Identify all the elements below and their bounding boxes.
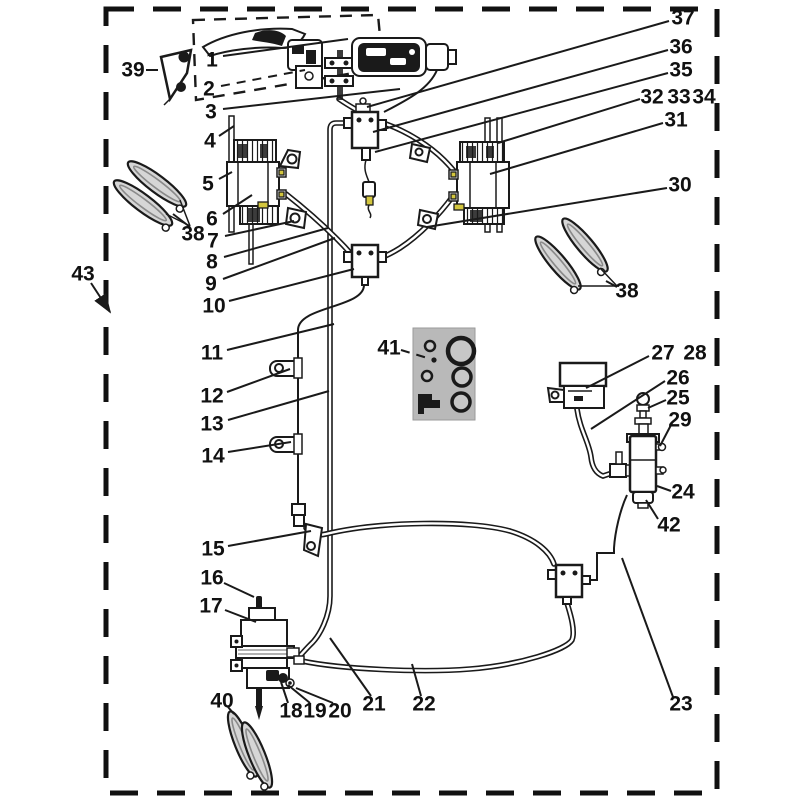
perch-detail-2	[306, 50, 316, 64]
callout-17: 17	[199, 594, 223, 618]
hose-front-right-lower	[380, 196, 453, 258]
callout-36: 36	[669, 35, 693, 59]
callout-34: 34	[692, 85, 716, 109]
o-ring-medium	[453, 368, 471, 386]
outer-dashed-boundary	[106, 6, 717, 793]
reservoir-body	[564, 386, 604, 408]
callout-15: 15	[201, 537, 225, 561]
callout-25: 25	[666, 386, 690, 410]
clamp-lower	[325, 76, 353, 86]
callout-22: 22	[412, 692, 436, 716]
line-elbow	[292, 504, 305, 515]
o-ring-small	[452, 393, 470, 411]
callout-23: 23	[669, 692, 693, 716]
callout-24: 24	[671, 480, 695, 504]
rear-brake-pipe	[297, 123, 344, 659]
mount-pin-tip	[255, 706, 263, 720]
hose-bracket-15	[304, 524, 322, 556]
callout-5: 5	[202, 172, 214, 196]
seal-small-2	[422, 371, 432, 381]
brake-pads-front-left	[109, 156, 192, 233]
junction2-stem	[362, 277, 368, 285]
junction3-stem	[563, 597, 571, 604]
callout-3: 3	[205, 100, 217, 124]
bar-end-cap	[448, 50, 456, 64]
middle-junction-block	[344, 245, 386, 285]
callout-layer	[71, 7, 716, 723]
callout-35: 35	[669, 58, 693, 82]
seal-kit-photo	[413, 328, 475, 420]
rear-caliper-body	[241, 620, 287, 668]
o-ring-large	[448, 338, 474, 364]
callout-42: 42	[657, 513, 681, 537]
callout-2: 2	[203, 77, 215, 101]
reservoir-cap	[560, 363, 606, 386]
caliper-body	[457, 162, 509, 208]
junction2-body	[352, 245, 378, 277]
pipe-mc-to-junction	[588, 495, 627, 580]
callout-40: 40	[210, 689, 234, 713]
throttle-housing-face	[358, 43, 420, 72]
switch-slot	[366, 48, 386, 56]
callout-leader-25	[648, 400, 666, 408]
callout-leader-13	[228, 391, 329, 420]
caliper-body	[227, 162, 279, 206]
callout-18: 18	[279, 699, 303, 723]
callout-leader-35	[375, 73, 668, 152]
switch-dot	[409, 49, 415, 55]
caliper-top-bracket	[249, 608, 275, 620]
callout-37: 37	[671, 6, 695, 30]
rear-banjo	[294, 656, 304, 664]
callout-leader-24	[657, 486, 671, 491]
callout-21: 21	[362, 692, 386, 716]
callout-31: 31	[664, 108, 688, 132]
callout-33: 33	[667, 85, 691, 109]
callout-26: 26	[666, 366, 690, 390]
callout-39: 39	[121, 58, 145, 82]
mc-end-cap	[633, 492, 653, 503]
callout-11: 11	[200, 341, 224, 365]
callout-38: 38	[615, 279, 639, 303]
callout-30: 30	[668, 173, 692, 197]
callout-leader-16	[224, 583, 254, 597]
callout-leader-2	[221, 70, 305, 86]
callout-6: 6	[206, 207, 218, 231]
rear-junction-block	[548, 565, 590, 604]
mc-body	[630, 436, 656, 492]
callout-28: 28	[683, 341, 707, 365]
mc-port	[305, 72, 313, 80]
clamp-upper	[325, 58, 353, 68]
callout-41: 41	[377, 336, 401, 360]
callout-4: 4	[204, 129, 216, 153]
callout-20: 20	[328, 699, 352, 723]
caliper-band	[236, 646, 294, 658]
callout-8: 8	[206, 250, 218, 274]
seal-small-1	[425, 341, 435, 351]
left-front-caliper	[227, 116, 300, 264]
callout-32: 32	[640, 85, 664, 109]
callout-leader-9	[223, 238, 335, 279]
callout-leader-15	[228, 531, 311, 546]
callout-12: 12	[200, 384, 224, 408]
callout-leader-11	[227, 324, 334, 350]
clamp-wrap-12	[294, 358, 302, 378]
switch-connector-tip	[366, 196, 373, 205]
callout-leader-10	[229, 269, 354, 301]
brake-pads-rear	[222, 709, 278, 792]
brake-pads-front-right	[530, 214, 617, 295]
callout-14: 14	[201, 444, 225, 468]
callout-leader-12	[227, 369, 290, 392]
front-junction-block	[344, 98, 386, 218]
callout-16: 16	[200, 566, 224, 590]
switch-stem	[362, 148, 370, 160]
callout-29: 29	[668, 408, 692, 432]
callout-leader-23	[622, 558, 673, 697]
callout-7: 7	[207, 229, 219, 253]
callout-19: 19	[303, 699, 327, 723]
callout-10: 10	[202, 294, 226, 318]
callout-9: 9	[205, 272, 217, 296]
callout-dot-41	[431, 357, 436, 362]
callout-43: 43	[71, 262, 95, 286]
callout-13: 13	[200, 412, 224, 436]
clamp-wrap-14	[294, 434, 302, 454]
callout-38: 38	[181, 222, 205, 246]
callout-1: 1	[206, 48, 218, 72]
junction-body	[352, 112, 378, 148]
switch-slot-2	[390, 58, 406, 65]
bleeder-screw	[659, 444, 666, 451]
callout-27: 27	[651, 341, 675, 365]
front-brake-lever-assembly	[203, 29, 456, 100]
hose-22	[302, 603, 573, 671]
callout-leader-31	[490, 123, 663, 174]
switch-connector	[363, 182, 375, 197]
bar-end	[426, 44, 448, 70]
junction3-body	[556, 565, 582, 597]
hose-elbow	[610, 464, 626, 477]
switch-wire	[365, 160, 369, 182]
rear-reservoir	[548, 363, 606, 408]
lever-bracket-39	[161, 50, 191, 105]
